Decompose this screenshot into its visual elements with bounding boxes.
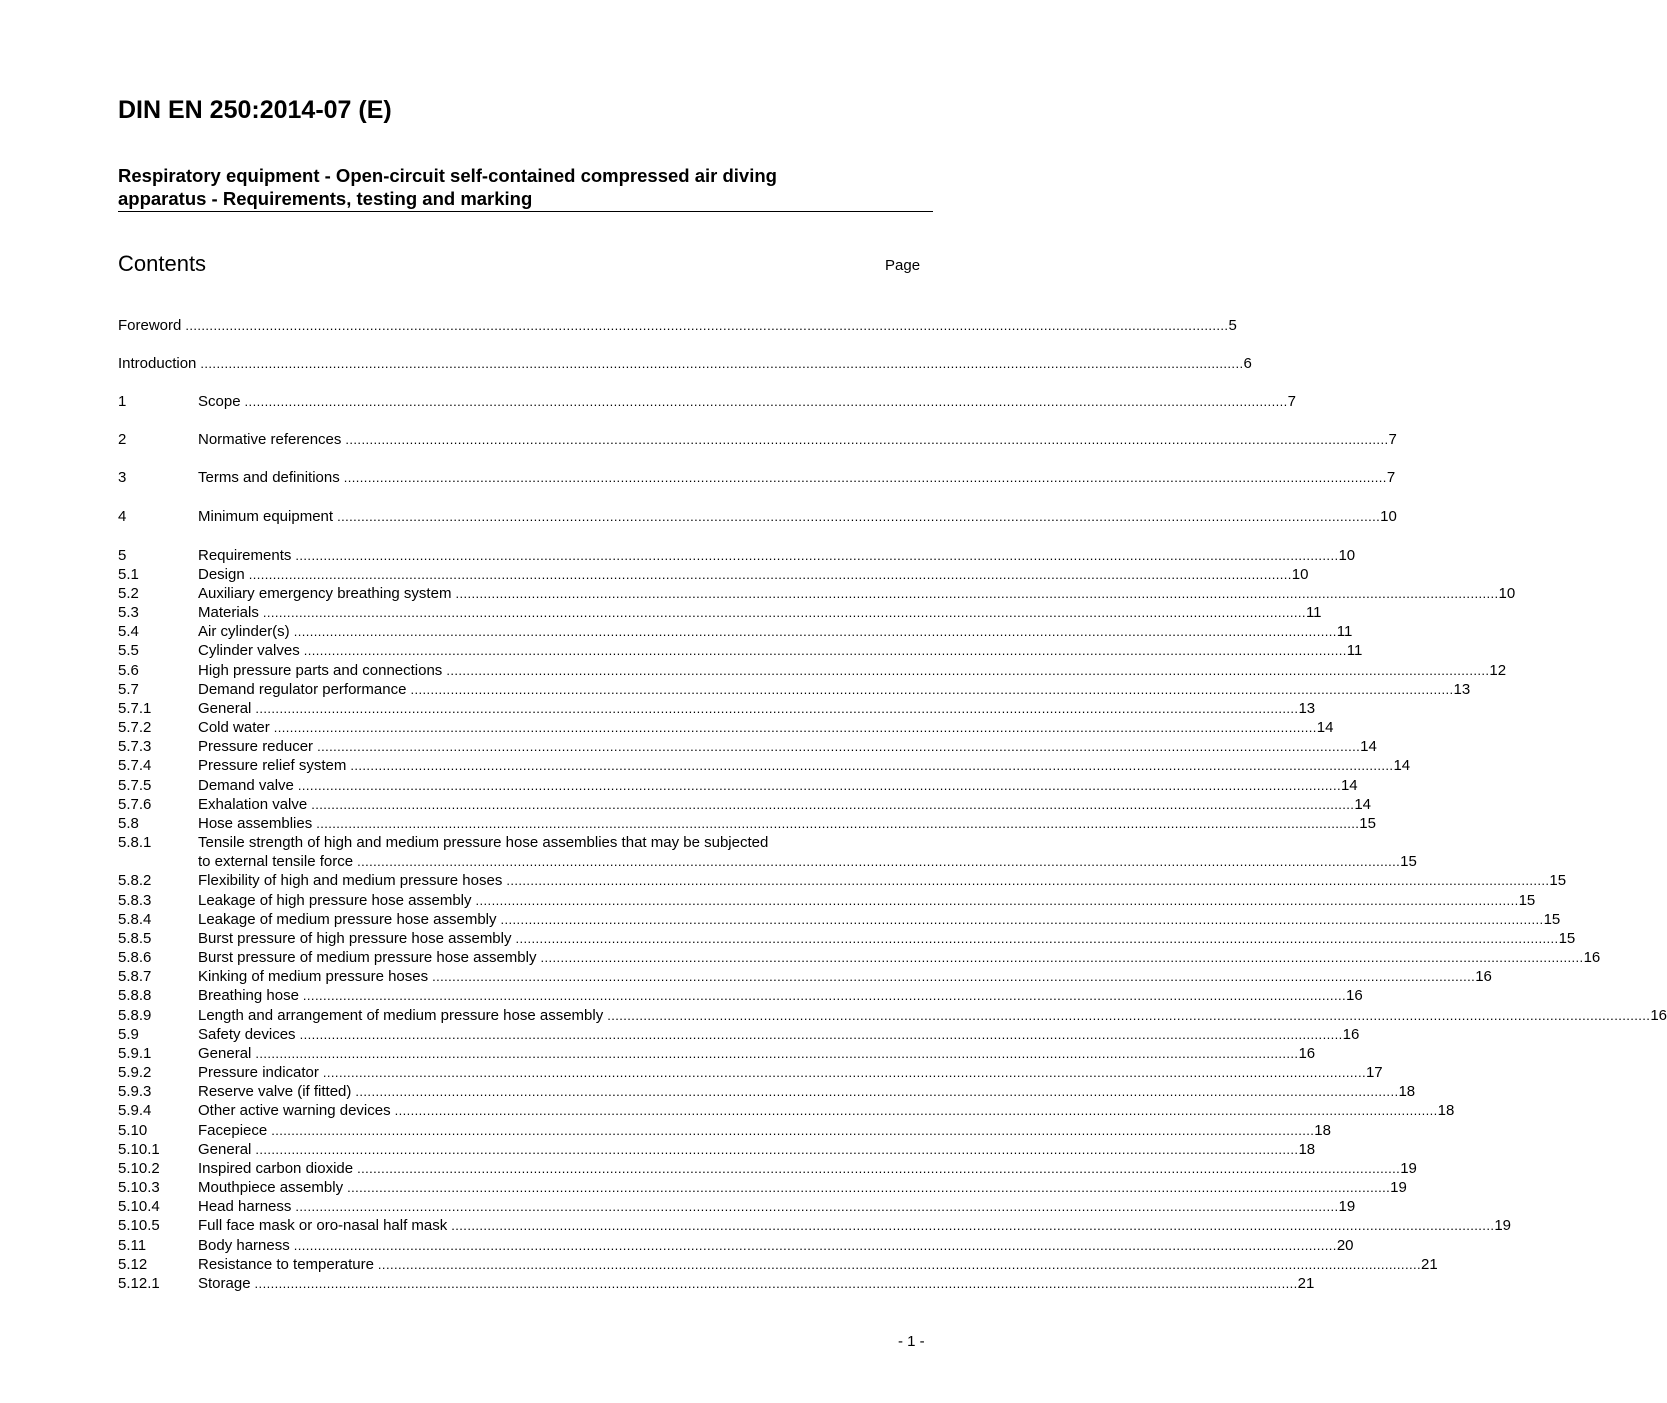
toc-leader-dots: ....................................................................................................................................................................................................................................................................	[248, 567, 1292, 582]
toc-entry-title-continued: to external tensile force	[198, 853, 354, 870]
toc-entry-5-8-2[interactable]	[118, 871, 1567, 890]
toc-entry-page: 14	[1393, 757, 1411, 774]
toc-entry-title: Materials	[198, 604, 259, 621]
toc-entry-title: Tensile strength of high and medium pressure hose assemblies that may be subjected	[198, 834, 769, 851]
toc-entry-5-7-5[interactable]	[118, 776, 1358, 795]
toc-entry-number: 5.8.2	[118, 872, 152, 889]
toc-leader-dots: ....................................................................................................................................................................................................................................................................	[297, 778, 1341, 793]
toc-entry-title: Cold water	[198, 719, 270, 736]
toc-entry-title: Cylinder valves	[198, 642, 300, 659]
toc-entry-page: 14	[1340, 777, 1358, 794]
toc-leader-dots: ....................................................................................................................................................................................................................................................................	[254, 1276, 1298, 1291]
toc-entry-title: Leakage of medium pressure hose assembly	[198, 911, 497, 928]
toc-entry-title: Length and arrangement of medium pressure hose assembly	[198, 1007, 604, 1024]
toc-entry-number: 5.9.2	[118, 1064, 152, 1081]
toc-entry-introduction[interactable]	[118, 354, 1252, 373]
toc-entry-5-9-2[interactable]	[118, 1063, 1383, 1082]
toc-entry-5-7-2[interactable]	[118, 718, 1334, 737]
toc-entry-number: 5.9	[118, 1026, 139, 1043]
toc-entry-page: 18	[1437, 1102, 1455, 1119]
toc-entry-page: 21	[1421, 1256, 1438, 1273]
toc-entry-page: 6	[1243, 355, 1252, 372]
toc-entry-title: Design	[198, 566, 245, 583]
toc-entry-number: 5.9.3	[118, 1083, 152, 1100]
contents-heading: Contents	[118, 251, 207, 276]
toc-leader-dots: ....................................................................................................................................................................................................................................................................	[185, 318, 1229, 333]
toc-entry-page: 21	[1297, 1275, 1315, 1292]
toc-leader-dots: ....................................................................................................................................................................................................................................................................	[255, 701, 1299, 716]
toc-entry-title: General	[198, 1045, 252, 1062]
toc-leader-dots: ....................................................................................................................................................................................................................................................................	[451, 1218, 1495, 1233]
toc-entry-number: 5.2	[118, 585, 139, 602]
toc-leader-dots: ....................................................................................................................................................................................................................................................................	[273, 720, 1317, 735]
toc-entry-number: 5.8.9	[118, 1007, 152, 1024]
toc-entry-page: 15	[1400, 853, 1417, 870]
toc-entry-number: 5.1	[118, 566, 139, 583]
toc-entry-5-12-1[interactable]	[118, 1274, 1315, 1293]
toc-entry-number: 5.10.4	[118, 1198, 160, 1215]
toc-leader-dots: ....................................................................................................................................................................................................................................................................	[322, 1065, 1366, 1080]
toc-entry-page: 7	[1388, 431, 1397, 448]
toc-entry-5-9-3[interactable]	[118, 1082, 1416, 1101]
toc-leader-dots: ....................................................................................................................................................................................................................................................................	[200, 356, 1244, 371]
toc-entry-title: Full face mask or oro-nasal half mask	[198, 1217, 448, 1234]
toc-leader-dots: ....................................................................................................................................................................................................................................................................	[394, 1103, 1438, 1118]
toc-entry-page: 15	[1359, 815, 1376, 832]
toc-entry-number: 5	[118, 547, 127, 564]
toc-entry-5-8-3[interactable]	[118, 891, 1536, 910]
toc-entry-title: Safety devices	[198, 1026, 296, 1043]
toc-entry-page: 13	[1298, 700, 1316, 717]
toc-entry-5-10[interactable]	[118, 1121, 1331, 1140]
toc-leader-dots: ....................................................................................................................................................................................................................................................................	[446, 663, 1490, 678]
toc-entry-page: 15	[1518, 892, 1536, 909]
toc-entry-5-10-1[interactable]	[118, 1140, 1316, 1159]
toc-entry-title: Requirements	[198, 547, 292, 564]
toc-entry-1[interactable]	[118, 392, 1296, 411]
toc-entry-5-7-6[interactable]	[118, 795, 1371, 814]
toc-entry-page: 5	[1228, 317, 1237, 334]
toc-entry-page: 18	[1398, 1083, 1416, 1100]
toc-leader-dots: ....................................................................................................................................................................................................................................................................	[357, 1161, 1401, 1176]
toc-entry-title: Flexibility of high and medium pressure hoses	[198, 872, 503, 889]
toc-entry-page: 7	[1386, 469, 1396, 486]
toc-leader-dots: ....................................................................................................................................................................................................................................................................	[432, 969, 1476, 984]
toc-entry-page: 17	[1365, 1064, 1383, 1081]
toc-entry-title: Hose assemblies	[198, 815, 313, 832]
toc-entry-number: 5.5	[118, 642, 139, 659]
toc-entry-5-10-2[interactable]	[118, 1159, 1417, 1178]
toc-entry-5-8-5[interactable]	[118, 929, 1576, 948]
toc-leader-dots: ....................................................................................................................................................................................................................................................................	[337, 509, 1381, 524]
toc-entry-title: Demand regulator performance	[198, 681, 407, 698]
toc-entry-5-7-3[interactable]	[118, 737, 1377, 756]
toc-leader-dots: ....................................................................................................................................................................................................................................................................	[303, 643, 1347, 658]
toc-entry-number: 5.7	[118, 681, 139, 698]
toc-leader-dots: ....................................................................................................................................................................................................................................................................	[244, 394, 1288, 409]
toc-leader-dots: ....................................................................................................................................................................................................................................................................	[299, 1027, 1343, 1042]
toc-entry-5-8-7[interactable]	[118, 967, 1492, 986]
toc-entry-title: Head harness	[198, 1198, 292, 1215]
toc-entry-page: 16	[1298, 1045, 1316, 1062]
toc-leader-dots: ....................................................................................................................................................................................................................................................................	[255, 1142, 1299, 1157]
toc-leader-dots: ....................................................................................................................................................................................................................................................................	[343, 470, 1387, 485]
toc-entry-title: Body harness	[198, 1237, 290, 1254]
toc-entry-5[interactable]	[118, 546, 1356, 565]
toc-entry-title: Exhalation valve	[198, 796, 308, 813]
toc-entry-5-2[interactable]	[118, 584, 1516, 603]
toc-leader-dots: ....................................................................................................................................................................................................................................................................	[607, 1008, 1651, 1023]
toc-entry-title: General	[198, 700, 252, 717]
toc-leader-dots: ....................................................................................................................................................................................................................................................................	[311, 797, 1355, 812]
toc-entry-5-4[interactable]	[118, 622, 1353, 641]
toc-leader-dots: ....................................................................................................................................................................................................................................................................	[347, 1180, 1391, 1195]
toc-leader-dots: ....................................................................................................................................................................................................................................................................	[515, 931, 1559, 946]
toc-entry-page: 20	[1336, 1237, 1354, 1254]
toc-entry-title: Storage	[198, 1275, 251, 1292]
toc-entry-page: 11	[1336, 623, 1353, 640]
toc-entry-page: 16	[1342, 1026, 1360, 1043]
toc-entry-4[interactable]	[118, 507, 1397, 526]
page-number: - 1 -	[898, 1333, 925, 1350]
toc-entry-page: 12	[1489, 662, 1507, 679]
toc-leader-dots: ....................................................................................................................................................................................................................................................................	[316, 816, 1360, 831]
toc-entry-page: 14	[1354, 796, 1371, 813]
toc-leader-dots: ....................................................................................................................................................................................................................................................................	[295, 1199, 1339, 1214]
toc-entry-title: Inspired carbon dioxide	[198, 1160, 354, 1177]
toc-entry-page: 7	[1287, 393, 1296, 410]
toc-entry-page: 16	[1583, 949, 1601, 966]
toc-entry-5-12[interactable]	[118, 1255, 1438, 1274]
toc-entry-number: 5.3	[118, 604, 139, 621]
toc-leader-dots: ....................................................................................................................................................................................................................................................................	[540, 950, 1584, 965]
toc-entry-number: 2	[118, 431, 127, 448]
toc-entry-number: 5.9.4	[118, 1102, 152, 1119]
toc-entry-5-8[interactable]	[118, 814, 1376, 833]
toc-entry-page: 19	[1400, 1160, 1417, 1177]
toc-entry-5-9[interactable]	[118, 1025, 1360, 1044]
toc-entry-title: Breathing hose	[198, 987, 299, 1004]
toc-entry-page: 10	[1380, 508, 1397, 525]
toc-entry-title: Terms and definitions	[198, 469, 340, 486]
toc-entry-title: Reserve valve (if fitted)	[198, 1083, 352, 1100]
toc-leader-dots: ....................................................................................................................................................................................................................................................................	[295, 548, 1339, 563]
toc-entry-page: 15	[1558, 930, 1576, 947]
document-title-line-2: apparatus - Requirements, testing and marking	[118, 188, 533, 209]
toc-entry-number: 5.12	[118, 1256, 148, 1273]
toc-entry-number: 5.6	[118, 662, 139, 679]
toc-entry-page: 14	[1360, 738, 1377, 755]
toc-entry-title: High pressure parts and connections	[198, 662, 443, 679]
toc-entry-5-8-1[interactable]	[118, 833, 922, 852]
toc-entry-5-1[interactable]	[118, 565, 1309, 584]
toc-entry-number: 5.8	[118, 815, 139, 832]
toc-entry-title: Scope	[198, 393, 241, 410]
toc-leader-dots: ....................................................................................................................................................................................................................................................................	[302, 988, 1346, 1003]
toc-leader-dots: ....................................................................................................................................................................................................................................................................	[255, 1046, 1299, 1061]
toc-entry-5-3[interactable]	[118, 603, 1322, 622]
toc-entry-page: 18	[1298, 1141, 1316, 1158]
toc-leader-dots: ....................................................................................................................................................................................................................................................................	[357, 854, 1401, 869]
toc-entry-number: 5.7.5	[118, 777, 152, 794]
toc-entry-title: Leakage of high pressure hose assembly	[198, 892, 472, 909]
toc-entry-page: 10	[1498, 585, 1516, 602]
toc-entry-title: Resistance to temperature	[198, 1256, 374, 1273]
toc-entry-page: 14	[1316, 719, 1334, 736]
toc-entry-page: 16	[1650, 1007, 1667, 1024]
toc-entry-number: 5.12.1	[118, 1275, 160, 1292]
toc-entry-5-7-1[interactable]	[118, 699, 1316, 718]
toc-leader-dots: ....................................................................................................................................................................................................................................................................	[345, 432, 1389, 447]
toc-entry-title: Pressure relief system	[198, 757, 347, 774]
toc-entry-number: 4	[118, 508, 127, 525]
toc-entry-number: 5.7.1	[118, 700, 152, 717]
toc-entry-title: Air cylinder(s)	[198, 623, 290, 640]
toc-entry-5-6[interactable]	[118, 661, 1507, 680]
toc-entry-page: 18	[1314, 1122, 1331, 1139]
toc-entry-number: 5.4	[118, 623, 139, 640]
toc-entry-number: 5.8.1	[118, 834, 152, 851]
toc-entry-number: 5.8.6	[118, 949, 152, 966]
toc-leader-dots: ....................................................................................................................................................................................................................................................................	[317, 739, 1361, 754]
toc-entry-page: 19	[1390, 1179, 1407, 1196]
toc-leader-dots: ....................................................................................................................................................................................................................................................................	[500, 912, 1544, 927]
toc-entry-5-8-6[interactable]	[118, 948, 1601, 967]
toc-entry-5-10-5[interactable]	[118, 1216, 1512, 1235]
toc-leader-dots: ....................................................................................................................................................................................................................................................................	[271, 1123, 1315, 1138]
toc-leader-dots: ....................................................................................................................................................................................................................................................................	[355, 1084, 1399, 1099]
toc-entry-number: 5.7.3	[118, 738, 152, 755]
toc-entry-number: 5.8.8	[118, 987, 152, 1004]
toc-leader-dots: ....................................................................................................................................................................................................................................................................	[475, 893, 1519, 908]
toc-entry-5-10-3[interactable]	[118, 1178, 1407, 1197]
toc-entry-page: 10	[1338, 547, 1356, 564]
toc-entry-title: Normative references	[198, 431, 342, 448]
toc-entry-number: 5.8.3	[118, 892, 152, 909]
toc-entry-number: 5.8.7	[118, 968, 152, 985]
toc-entry-number: 5.7.6	[118, 796, 152, 813]
toc-entry-title: Kinking of medium pressure hoses	[198, 968, 429, 985]
toc-entry-title: Pressure reducer	[198, 738, 314, 755]
toc-entry-5-11[interactable]	[118, 1236, 1354, 1255]
toc-entry-5-7[interactable]	[118, 680, 1471, 699]
document-title-line-1: Respiratory equipment - Open-circuit self-contained compressed air diving	[118, 165, 777, 186]
toc-entry-number: 5.7.2	[118, 719, 152, 736]
toc-leader-dots: ....................................................................................................................................................................................................................................................................	[506, 873, 1550, 888]
toc-entry-title: Pressure indicator	[198, 1064, 319, 1081]
toc-entry-5-8-1-continued[interactable]	[198, 852, 1417, 871]
toc-entry-5-8-8[interactable]	[118, 986, 1363, 1005]
toc-entry-5-8-9[interactable]	[118, 1006, 1667, 1025]
toc-entry-number: 5.10.3	[118, 1179, 160, 1196]
toc-entry-number: 5.10.1	[118, 1141, 160, 1158]
toc-entry-title: Burst pressure of high pressure hose assembly	[198, 930, 512, 947]
toc-entry-5-5[interactable]	[118, 641, 1363, 660]
toc-entry-number: 5.8.4	[118, 911, 152, 928]
toc-entry-2[interactable]	[118, 430, 1397, 449]
toc-entry-5-7-4[interactable]	[118, 756, 1411, 775]
toc-entry-page: 10	[1291, 566, 1309, 583]
toc-leader-dots: ....................................................................................................................................................................................................................................................................	[293, 1238, 1337, 1253]
toc-entry-page: 15	[1543, 911, 1561, 928]
document-id: DIN EN 250:2014-07 (E)	[118, 96, 392, 124]
toc-entry-3[interactable]	[118, 468, 1396, 487]
toc-leader-dots: ....................................................................................................................................................................................................................................................................	[293, 624, 1337, 639]
toc-entry-5-9-1[interactable]	[118, 1044, 1316, 1063]
toc-entry-title: Auxiliary emergency breathing system	[198, 585, 452, 602]
page-column-label: Page	[885, 257, 921, 274]
toc-entry-number: 1	[118, 393, 127, 410]
toc-entry-number: 5.10.2	[118, 1160, 160, 1177]
toc-entry-page: 16	[1475, 968, 1492, 985]
toc-entry-page: 16	[1345, 987, 1363, 1004]
toc-entry-number: 5.9.1	[118, 1045, 152, 1062]
toc-entry-5-9-4[interactable]	[118, 1101, 1455, 1120]
toc-entry-5-8-4[interactable]	[118, 910, 1561, 929]
toc-leader-dots: ....................................................................................................................................................................................................................................................................	[455, 586, 1499, 601]
toc-entry-title: Introduction	[118, 355, 197, 372]
toc-entry-5-10-4[interactable]	[118, 1197, 1356, 1216]
toc-entry-number: 3	[118, 469, 127, 486]
toc-entry-title: Foreword	[118, 317, 182, 334]
toc-entry-number: 5.10.5	[118, 1217, 160, 1234]
toc-entry-title: Mouthpiece assembly	[198, 1179, 344, 1196]
toc-entry-title: Burst pressure of medium pressure hose assembly	[198, 949, 537, 966]
toc-entry-page: 19	[1494, 1217, 1512, 1234]
toc-entry-number: 5.7.4	[118, 757, 152, 774]
toc-entry-number: 5.11	[118, 1237, 147, 1254]
toc-entry-page: 13	[1453, 681, 1471, 698]
toc-leader-dots: ....................................................................................................................................................................................................................................................................	[377, 1257, 1421, 1272]
toc-entry-page: 11	[1305, 604, 1322, 621]
toc-entry-page: 15	[1549, 872, 1567, 889]
toc-entry-title: Other active warning devices	[198, 1102, 391, 1119]
toc-entry-title: Facepiece	[198, 1122, 268, 1139]
toc-entry-page: 19	[1338, 1198, 1356, 1215]
toc-leader-dots: ....................................................................................................................................................................................................................................................................	[410, 682, 1454, 697]
toc-leader-dots: ....................................................................................................................................................................................................................................................................	[262, 605, 1306, 620]
toc-entry-title: General	[198, 1141, 252, 1158]
toc-leader-dots: ....................................................................................................................................................................................................................................................................	[350, 758, 1394, 773]
toc-entry-number: 5.10	[118, 1122, 148, 1139]
toc-entry-page: 11	[1346, 642, 1363, 659]
toc-entry-number: 5.8.5	[118, 930, 152, 947]
toc-entry-title: Minimum equipment	[198, 508, 334, 525]
toc-entry-title: Demand valve	[198, 777, 294, 794]
toc-entry-foreword[interactable]	[118, 316, 1237, 335]
